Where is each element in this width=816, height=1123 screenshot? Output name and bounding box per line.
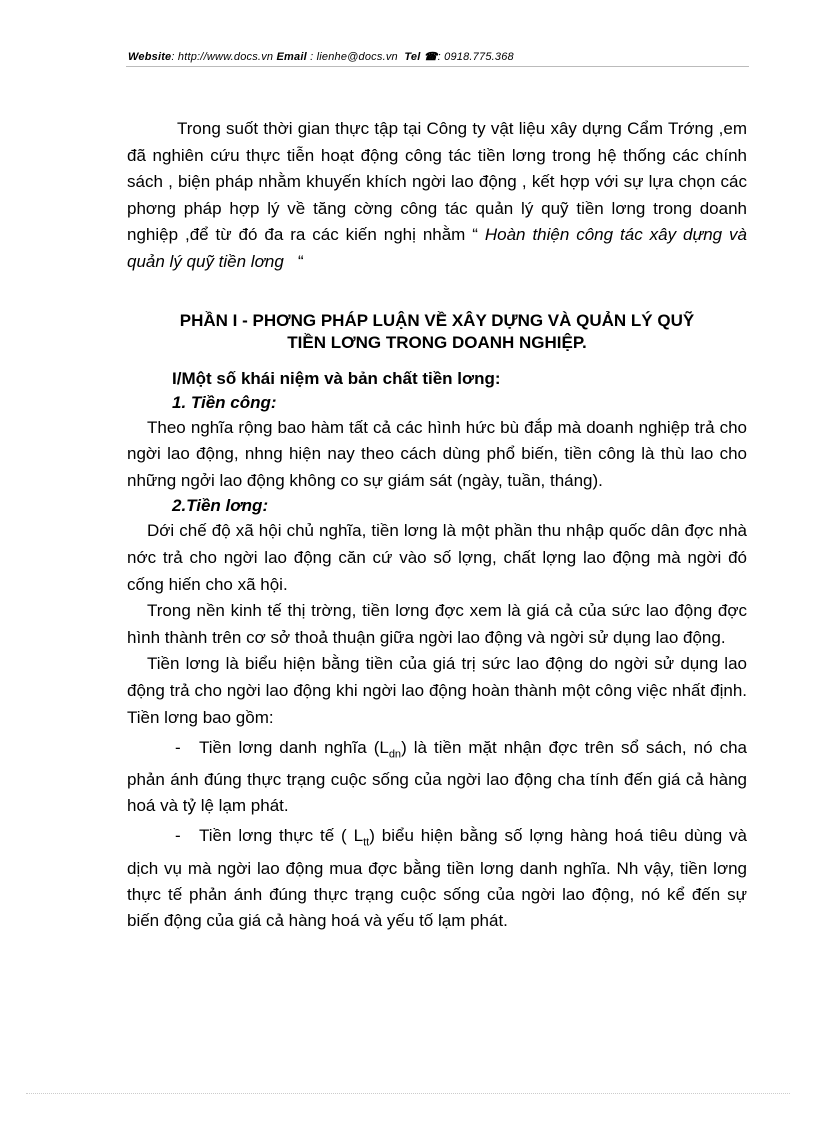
section-title: I/Một số khái niệm và bản chất tiền lơng: — [172, 368, 501, 388]
subsection-2-title — [172, 494, 747, 518]
bullet-dash: - — [175, 738, 181, 758]
document-body — [127, 116, 747, 934]
header-divider — [126, 66, 749, 67]
subsection-2-para-2: Trong nền kinh tế thị trờng, tiền lơng đợc xem là giá cả của sức lao động đợc hình thành trên cơ sở thoả thuận giữa ngời lao động và ngời sử dụng lao động. — [127, 601, 747, 647]
website-value: : http://www.docs.vn — [171, 51, 274, 63]
subsection-2-para-1: Dới chế độ xã hội chủ nghĩa, tiền lơng là một phần thu nhập quốc dân đợc nhà nớc trả cho ngời lao động căn cứ vào số lợng, chất lợng lao động mà ngời đó cống hiến cho xã hội. — [127, 521, 747, 594]
bullet-1-text-a: Tiền lơng danh nghĩa (L — [199, 738, 389, 758]
subsection-1-title — [172, 391, 747, 415]
bullet-1-subscript: dn — [388, 748, 402, 761]
bullet-2-text-b: ) biểu hiện bằng số lợng hàng hoá tiêu dùng và dịch vụ mà ngời lao động mua đợc bằng tiền lơng danh nghĩa. Nh vậy, tiền lơng thực tế phản ánh đúng thực trạng cuộc sống của ngời lao động, nó kể đến sự biến động của giá cả hàng hoá và yếu tố lạm phát. — [127, 826, 747, 930]
page-header — [128, 50, 748, 63]
part-heading — [127, 310, 747, 354]
email-value: : lienhe@docs.vn — [310, 51, 398, 63]
bullet-nominal-wage — [127, 735, 747, 819]
tel-value: : 0918.775.368 — [437, 51, 514, 63]
part-heading-line2: TIỀN LƠNG TRONG DOANH NGHIỆP. — [287, 332, 587, 352]
part-heading-line1: PHẦN I - PHƠNG PHÁP LUẬN VỀ XÂY DỰNG VÀ QUẢN LÝ QUỸ — [179, 310, 695, 330]
bullet-dash: - — [175, 826, 181, 846]
bullet-real-wage — [127, 823, 747, 933]
footer-divider — [26, 1093, 790, 1094]
tel-label: Tel — [404, 51, 421, 63]
bullet-2-text-a: Tiền lơng thực tế ( L — [199, 826, 364, 846]
phone-icon: ☎ — [423, 51, 438, 63]
bullet-1-text-b: ) là tiền mặt nhận đợc trên sổ sách, nó cha phản ánh đúng thực trạng cuộc sống của ngời lao động cha tính đến giá cả hàng hoá và tỷ lệ lạm phát. — [127, 738, 747, 816]
intro-quote: Hoàn thiện công tác xây dựng và quản lý quỹ tiền lơng — [127, 225, 748, 271]
subsection-1-text: Theo nghĩa rộng bao hàm tất cả các hình hức bù đắp mà doanh nghiệp trả cho ngời lao động, nhng hiện nay theo cách dùng phổ biến, tiền công là thù lao cho những ngởi lao động không co sự giám sát (ngày, tuần, tháng). — [127, 417, 747, 490]
website-label: Website — [128, 51, 172, 63]
email-label: Email — [276, 51, 307, 63]
bullet-2-subscript: tt — [363, 836, 370, 849]
subsection-1-title-text: 1. Tiền công: — [172, 392, 277, 412]
intro-text: Trong suốt thời gian thực tập tại Công ty vật liệu xây dựng Cẩm Trớng ,em đã nghiên cứu thực tiễn hoạt động công tác tiền lơng trong hệ thống các chính sách , biện pháp nhằm khuyến khích ngời lao động , kết hợp với sự lựa chọn các phơng pháp hợp lý về tăng cờng công tác quản lý quỹ tiền lơng trong doanh nghiệp ,để từ đó đa ra các kiến nghị nhằm “ — [127, 119, 747, 245]
intro-paragraph — [127, 116, 747, 276]
intro-end: “ — [297, 251, 304, 271]
subsection-2-title-text: 2.Tiền lơng: — [172, 496, 269, 516]
subsection-2-para-3: Tiền lơng là biểu hiện bằng tiền của giá trị sức lao động do ngời sử dụng lao động trả cho ngời lao động khi ngời lao động hoàn thành một công việc nhất định. Tiền lơng bao gồm: — [127, 654, 747, 727]
